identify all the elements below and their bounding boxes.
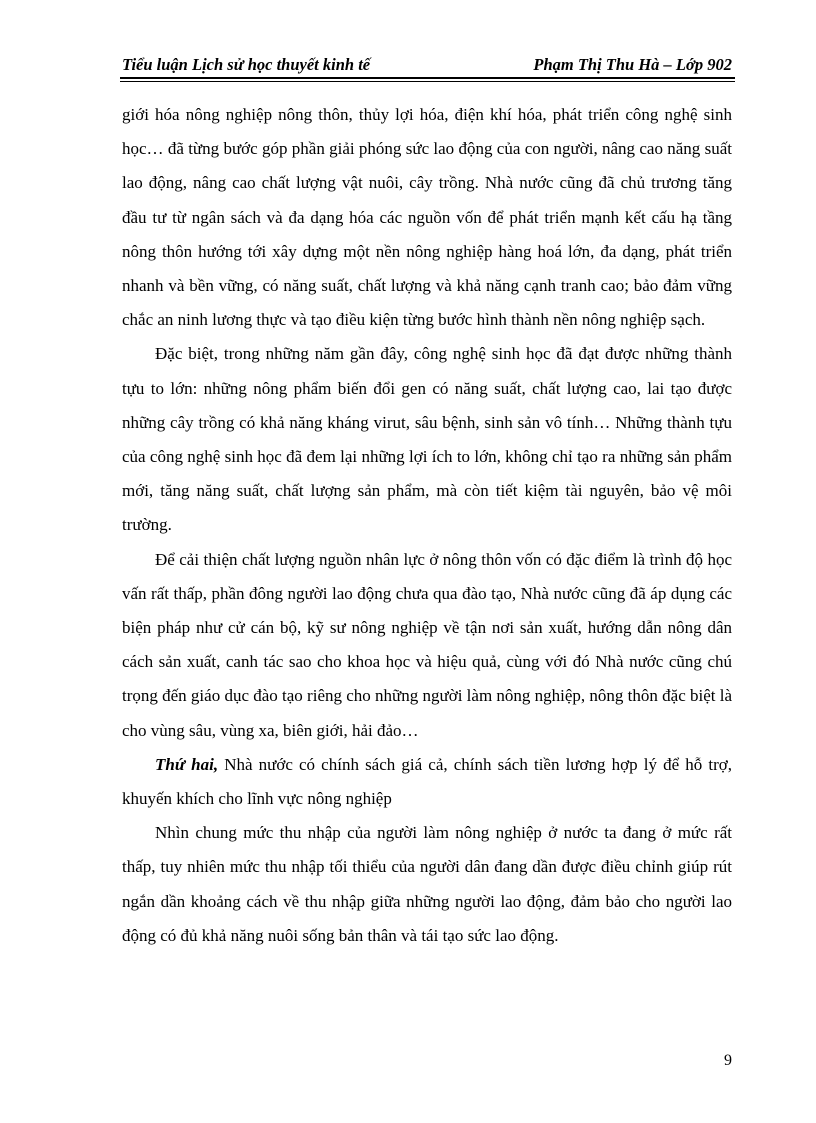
paragraph-text: giới hóa nông nghiệp nông thôn, thủy lợi hóa, điện khí hóa, phát triển công nghệ sinh học… đã từng bước góp phần giải phóng sức lao động của con người, nâng cao năng suất lao động, nâng cao chất lượng vật nuôi, cây trồng. Nhà nước cũng đã chủ trương tăng đầu tư từ ngân sách và đa dạng hóa các nguồn vốn để phát triển mạnh kết cấu hạ tầng nông thôn hướng tới xây dựng một nền nông nghiệp hàng hoá lớn, đa dạng, phát triển nhanh và bền vững, có năng suất, chất lượng và khả năng cạnh tranh cao; bảo đảm vững chắc an ninh lương thực và tạo điều kiện từng bước hình thành nền nông nghiệp sạch. [122, 105, 732, 330]
paragraph [122, 543, 732, 748]
paragraph-text: Để cải thiện chất lượng nguồn nhân lực ở nông thôn vốn có đặc điểm là trình độ học vấn rất thấp, phần đông người lao động chưa qua đào tạo, Nhà nước cũng đã áp dụng các biện pháp như cử cán bộ, kỹ sư nông nghiệp về tận nơi sản xuất, hướng dẫn nông dân cách sản xuất, canh tác sao cho khoa học và hiệu quả, cùng với đó Nhà nước cũng chú trọng đến giáo dục đào tạo riêng cho những người làm nông nghiệp, nông thôn đặc biệt là cho vùng sâu, vùng xa, biên giới, hải đảo… [122, 549, 733, 740]
paragraph-text: Đặc biệt, trong những năm gần đây, công nghệ sinh học đã đạt được những thành tựu to lớn: những nông phẩm biến đổi gen có năng suất, chất lượng cao, lai tạo được những cây trồng có khả năng kháng virut, sâu bệnh, sinh sản vô tính… Những thành tựu của công nghệ sinh học đã đem lại những lợi ích to lớn, không chỉ tạo ra những sản phẩm mới, tăng năng suất, chất lượng sản phẩm, mà còn tiết kiệm tài nguyên, bảo vệ môi trường. [122, 344, 732, 535]
page-header [122, 50, 732, 76]
header-author: Phạm Thị Thu Hà – Lớp 902 [533, 55, 732, 74]
paragraph-text: Nhìn chung mức thu nhập của người làm nông nghiệp ở nước ta đang ở mức rất thấp, tuy nhiên mức thu nhập tối thiểu của người dân đang dần được điều chỉnh giúp rút ngắn dần khoảng cách về thu nhập giữa những người lao động, đảm bảo cho người lao động có đủ khả năng nuôi sống bản thân và tái tạo sức lao động. [122, 823, 732, 945]
paragraph-section [122, 748, 732, 816]
paragraph-lead: Thứ hai, [155, 754, 219, 774]
paragraph [122, 337, 732, 542]
paragraph-continuation [122, 98, 732, 337]
header-rule [120, 77, 735, 79]
paragraph-text: Nhà nước có chính sách giá cả, chính sách tiền lương hợp lý để hỗ trợ, khuyến khích cho lĩnh vực nông nghiệp [122, 754, 732, 809]
body-text [122, 98, 732, 953]
header-title: Tiểu luận Lịch sử học thuyết kinh tế [122, 55, 371, 74]
header-rule-thin [120, 81, 735, 82]
paragraph [122, 816, 732, 953]
page-number: 9 [724, 1052, 732, 1069]
